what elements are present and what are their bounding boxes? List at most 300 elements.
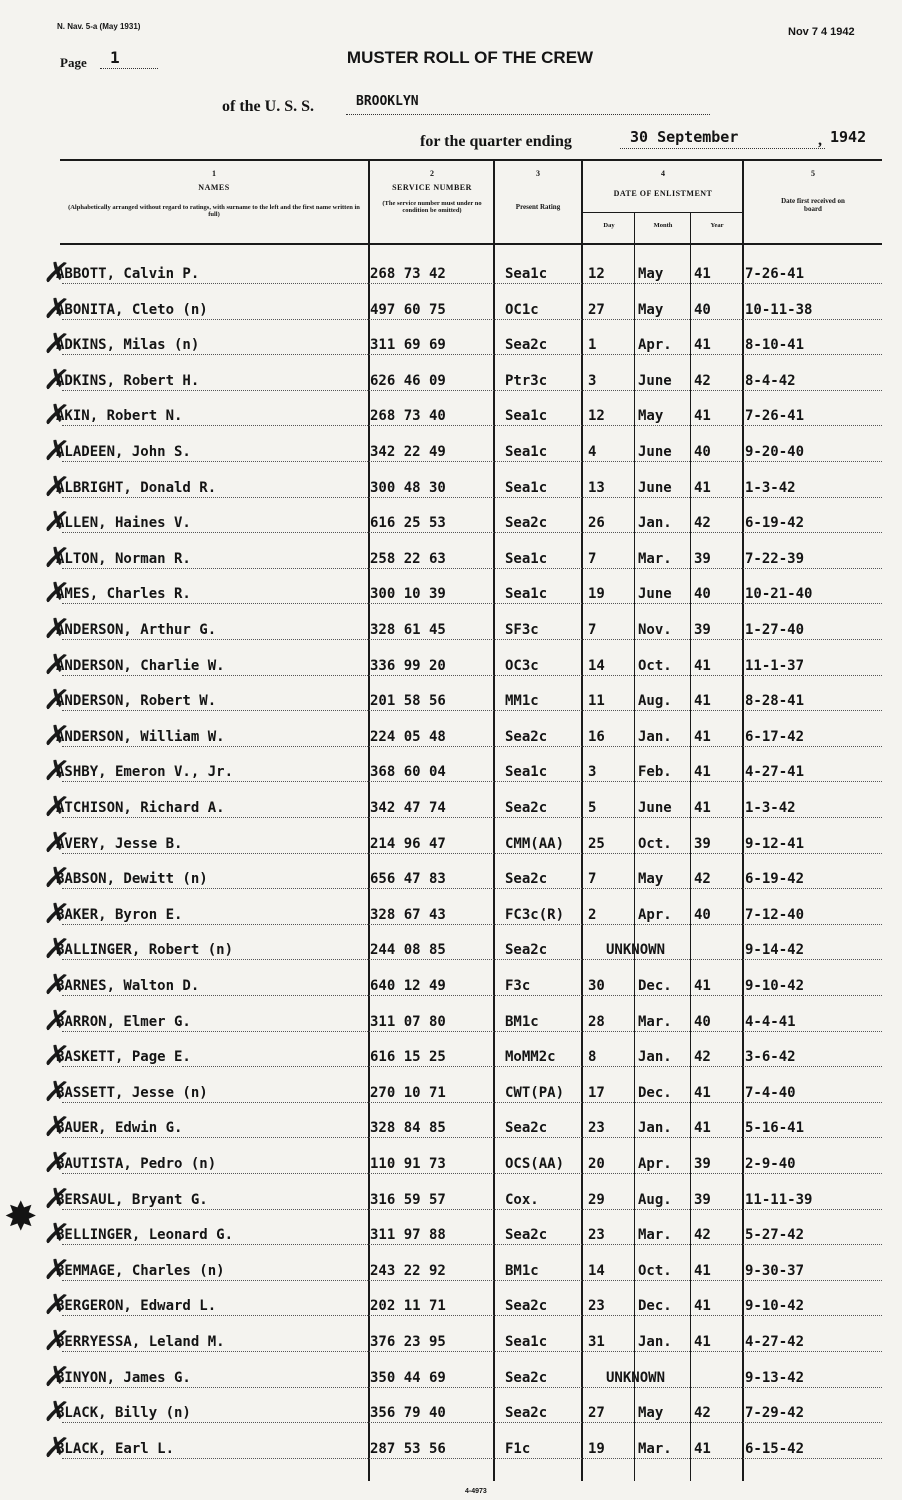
row-enlist-day: 4 xyxy=(588,444,597,460)
row-service-number: 300 10 39 xyxy=(370,586,446,603)
row-rating: FC3c(R) xyxy=(505,906,565,923)
row-service-number: 110 91 73 xyxy=(370,1156,446,1172)
table-row xyxy=(0,1037,902,1077)
row-enlist-year: 42 xyxy=(694,1049,711,1066)
row-name: BLACK, Billy (n) xyxy=(56,1405,191,1422)
row-name: AKIN, Robert N. xyxy=(56,408,183,425)
row-dotted-rule xyxy=(62,1137,882,1138)
row-service-number: 258 22 63 xyxy=(370,550,446,567)
row-dotted-rule xyxy=(62,1280,882,1281)
col3-header xyxy=(496,170,580,212)
row-date-received: 9-30-37 xyxy=(745,1262,805,1279)
row-rating: Sea2c xyxy=(505,800,548,816)
row-enlist-month: Mar. xyxy=(638,1440,672,1457)
row-name: ATCHISON, Richard A. xyxy=(56,800,225,816)
check-mark-icon: ✗ xyxy=(41,930,72,969)
table-row xyxy=(0,752,902,792)
header-top-rule xyxy=(60,159,882,161)
row-enlist-month: Mar. xyxy=(638,1013,672,1030)
row-dotted-rule xyxy=(62,817,882,818)
row-service-number: 497 60 75 xyxy=(370,301,446,318)
row-dotted-rule xyxy=(62,390,882,391)
row-name: BAUTISTA, Pedro (n) xyxy=(56,1156,217,1172)
row-enlist-month: Apr. xyxy=(638,337,672,354)
row-rating: BM1c xyxy=(505,1013,539,1030)
row-rating: Ptr3c xyxy=(505,372,548,389)
row-enlist-day: 19 xyxy=(588,586,605,603)
table-row xyxy=(0,681,902,721)
row-enlist-day: 1 xyxy=(588,337,597,354)
row-rating: MoMM2c xyxy=(505,1049,556,1066)
row-enlist-month: Jan. xyxy=(638,515,672,532)
row-name: BERRYESSA, Leland M. xyxy=(56,1334,225,1350)
row-dotted-rule xyxy=(62,1458,882,1459)
row-enlist-year: 41 xyxy=(694,266,711,282)
col4-month-header: Month xyxy=(653,222,673,229)
row-dotted-rule xyxy=(62,1066,882,1067)
row-name: BELLINGER, Leonard G. xyxy=(56,1227,234,1244)
row-date-received: 10-11-38 xyxy=(745,301,813,318)
row-dotted-rule xyxy=(62,639,882,640)
table-row xyxy=(0,1215,902,1255)
row-dotted-rule xyxy=(62,1422,882,1423)
row-enlist-month: Jan. xyxy=(638,1120,672,1137)
check-mark-icon: ✗ xyxy=(41,1180,72,1219)
table-row xyxy=(0,325,902,365)
check-mark-icon: ✗ xyxy=(41,325,72,364)
row-date-received: 6-15-42 xyxy=(745,1440,805,1457)
row-rating: OC3c xyxy=(505,657,539,674)
row-enlist-month: June xyxy=(638,479,672,496)
row-date-received: 6-17-42 xyxy=(745,728,805,745)
row-dotted-rule xyxy=(62,995,882,996)
row-enlist-day: 14 xyxy=(588,1262,605,1279)
row-date-received: 9-10-42 xyxy=(745,978,805,994)
row-service-number: 342 22 49 xyxy=(370,444,446,460)
table-row xyxy=(0,468,902,508)
row-dotted-rule xyxy=(62,781,882,782)
row-date-received: 7-22-39 xyxy=(745,550,805,567)
row-enlist-month: Dec. xyxy=(638,1298,672,1315)
row-dotted-rule xyxy=(62,319,882,320)
check-mark-icon: ✗ xyxy=(41,966,72,1005)
row-date-received: 4-27-41 xyxy=(745,764,805,781)
page-label: Page xyxy=(60,55,87,70)
col4-header xyxy=(584,170,742,199)
row-rating: Sea2c xyxy=(505,515,548,532)
row-enlist-day: 31 xyxy=(588,1334,605,1350)
col3-title: Present Rating xyxy=(515,203,561,212)
row-name: BARNES, Walton D. xyxy=(56,978,200,994)
row-dotted-rule xyxy=(62,853,882,854)
row-name: ANDERSON, Charlie W. xyxy=(56,657,225,674)
check-mark-icon: ✗ xyxy=(41,1108,72,1147)
row-enlist-month: Apr. xyxy=(638,1156,672,1172)
row-enlist-year: 41 xyxy=(694,1334,711,1350)
row-enlist-month: Feb. xyxy=(638,764,672,781)
row-enlist-day: 12 xyxy=(588,266,605,282)
row-service-number: 201 58 56 xyxy=(370,693,446,710)
table-row xyxy=(0,1002,902,1042)
row-dotted-rule xyxy=(62,283,882,284)
row-name: ANDERSON, Robert W. xyxy=(56,693,217,710)
row-enlist-year: 40 xyxy=(694,906,711,923)
row-rating: Sea1c xyxy=(505,1334,548,1350)
row-date-received: 9-12-41 xyxy=(745,835,805,852)
row-enlist-month: Jan. xyxy=(638,1334,672,1350)
col3-number: 3 xyxy=(536,169,540,178)
row-rating: CMM(AA) xyxy=(505,835,565,852)
row-name: BABSON, Dewitt (n) xyxy=(56,871,208,888)
row-date-received: 7-29-42 xyxy=(745,1405,805,1422)
check-mark-icon: ✗ xyxy=(41,610,72,649)
row-dotted-rule xyxy=(62,1173,882,1174)
row-enlist-day: 8 xyxy=(588,1049,597,1066)
row-name: BEMMAGE, Charles (n) xyxy=(56,1262,225,1279)
row-date-received: 11-11-39 xyxy=(745,1191,813,1208)
row-enlist-day: 5 xyxy=(588,800,597,816)
row-enlist-year: 39 xyxy=(694,622,711,638)
row-enlist-year: 40 xyxy=(694,586,711,603)
row-rating: Sea2c xyxy=(505,942,548,959)
row-date-received: 5-27-42 xyxy=(745,1227,805,1244)
check-mark-icon: ✗ xyxy=(41,1322,72,1361)
col1-number: 1 xyxy=(212,169,216,178)
col4-day-header: Day xyxy=(603,222,615,229)
row-service-number: 214 96 47 xyxy=(370,835,446,852)
row-name: ABONITA, Cleto (n) xyxy=(56,301,208,318)
col5-number: 5 xyxy=(811,169,815,178)
row-service-number: 350 44 69 xyxy=(370,1369,446,1386)
row-date-received: 7-26-41 xyxy=(745,408,805,425)
check-mark-icon: ✗ xyxy=(41,396,72,435)
row-name: ALBRIGHT, Donald R. xyxy=(56,479,217,496)
check-mark-icon: ✗ xyxy=(41,539,72,578)
row-rating: Sea1c xyxy=(505,408,548,425)
subheader-rule xyxy=(583,212,743,213)
row-enlist-day: 29 xyxy=(588,1191,605,1208)
col1-header xyxy=(62,170,366,218)
row-service-number: 328 61 45 xyxy=(370,622,446,638)
table-row xyxy=(0,432,902,472)
row-enlist-month: May xyxy=(638,1405,664,1422)
row-enlist-day: 7 xyxy=(588,550,597,567)
page-number: 1 xyxy=(100,48,158,69)
row-rating: OCS(AA) xyxy=(505,1156,565,1172)
row-enlist-year: 42 xyxy=(694,372,711,389)
row-rating: Sea2c xyxy=(505,728,548,745)
row-enlist-day: 23 xyxy=(588,1120,605,1137)
row-enlist-month: Oct. xyxy=(638,835,672,852)
row-service-number: 287 53 56 xyxy=(370,1440,446,1457)
quarter-date: 30 September xyxy=(620,128,825,149)
row-enlist-month: May xyxy=(638,871,664,888)
row-rating: Sea1c xyxy=(505,764,548,781)
row-name: BALLINGER, Robert (n) xyxy=(56,942,234,959)
row-enlist-day: UNKNOWN xyxy=(606,942,666,959)
row-date-received: 4-4-41 xyxy=(745,1013,796,1030)
row-dotted-rule xyxy=(62,746,882,747)
row-service-number: 311 69 69 xyxy=(370,337,446,354)
row-enlist-month: Apr. xyxy=(638,906,672,923)
table-row xyxy=(0,1429,902,1469)
check-mark-icon: ✗ xyxy=(41,1393,72,1432)
check-mark-icon: ✗ xyxy=(41,788,72,827)
row-rating: MM1c xyxy=(505,693,539,710)
row-rating: Sea1c xyxy=(505,586,548,603)
row-enlist-year: 40 xyxy=(694,1013,711,1030)
table-row xyxy=(0,361,902,401)
row-date-received: 9-13-42 xyxy=(745,1369,805,1386)
row-name: BERSAUL, Bryant G. xyxy=(56,1191,208,1208)
row-enlist-day: 3 xyxy=(588,372,597,389)
table-row xyxy=(0,646,902,686)
row-date-received: 9-20-40 xyxy=(745,444,805,460)
date-stamp: Nov 7 4 1942 xyxy=(788,26,855,38)
row-enlist-day: 20 xyxy=(588,1156,605,1172)
row-enlist-day: 23 xyxy=(588,1298,605,1315)
row-service-number: 356 79 40 xyxy=(370,1405,446,1422)
row-name: AVERY, Jesse B. xyxy=(56,835,183,852)
row-date-received: 7-4-40 xyxy=(745,1084,796,1101)
quarter-comma: , xyxy=(818,132,822,149)
row-date-received: 7-12-40 xyxy=(745,906,805,923)
table-row xyxy=(0,1393,902,1433)
row-service-number: 616 25 53 xyxy=(370,515,446,532)
col4-year-header: Year xyxy=(710,222,724,229)
row-rating: F3c xyxy=(505,978,531,994)
row-service-number: 328 67 43 xyxy=(370,906,446,923)
check-mark-icon: ✗ xyxy=(41,1429,72,1468)
row-dotted-rule xyxy=(62,497,882,498)
row-date-received: 1-27-40 xyxy=(745,622,805,638)
row-dotted-rule xyxy=(62,1244,882,1245)
row-enlist-year: 39 xyxy=(694,1191,711,1208)
table-row xyxy=(0,824,902,864)
row-enlist-day: 13 xyxy=(588,479,605,496)
check-mark-icon: ✗ xyxy=(41,717,72,756)
row-name: BARRON, Elmer G. xyxy=(56,1013,191,1030)
row-enlist-year: 39 xyxy=(694,550,711,567)
check-mark-icon: ✗ xyxy=(41,1286,72,1325)
table-row xyxy=(0,859,902,899)
row-name: BERGERON, Edward L. xyxy=(56,1298,217,1315)
row-service-number: 268 73 42 xyxy=(370,266,446,282)
row-service-number: 616 15 25 xyxy=(370,1049,446,1066)
row-rating: SF3c xyxy=(505,622,539,638)
row-enlist-month: Oct. xyxy=(638,657,672,674)
row-service-number: 368 60 04 xyxy=(370,764,446,781)
row-service-number: 656 47 83 xyxy=(370,871,446,888)
row-service-number: 268 73 40 xyxy=(370,408,446,425)
row-enlist-day: 16 xyxy=(588,728,605,745)
quarter-label: for the quarter ending xyxy=(420,133,572,150)
check-mark-icon: ✗ xyxy=(41,1358,72,1397)
row-name: ASHBY, Emeron V., Jr. xyxy=(56,764,234,781)
check-mark-icon: ✗ xyxy=(41,1073,72,1112)
row-enlist-month: Nov. xyxy=(638,622,672,638)
row-enlist-year: 40 xyxy=(694,444,711,460)
row-enlist-month: May xyxy=(638,408,664,425)
table-row xyxy=(0,1251,902,1291)
footer-mark: 4-4973 xyxy=(465,1488,487,1495)
check-mark-icon: ✗ xyxy=(41,1215,72,1254)
row-enlist-month: June xyxy=(638,444,672,460)
row-rating: Sea2c xyxy=(505,871,548,888)
col2-title: SERVICE NUMBER xyxy=(392,183,472,193)
row-enlist-month: Dec. xyxy=(638,1084,672,1101)
table-row xyxy=(0,610,902,650)
row-enlist-day: 3 xyxy=(588,764,597,781)
row-enlist-day: 12 xyxy=(588,408,605,425)
page-title: MUSTER ROLL OF THE CREW xyxy=(346,48,594,67)
check-mark-icon: ✗ xyxy=(41,752,72,791)
row-dotted-rule xyxy=(62,1351,882,1352)
row-enlist-month: Mar. xyxy=(638,1227,672,1244)
row-enlist-year: 41 xyxy=(694,693,711,710)
row-service-number: 626 46 09 xyxy=(370,372,446,389)
row-enlist-year: 41 xyxy=(694,657,711,674)
row-enlist-year: 41 xyxy=(694,1084,711,1101)
col4-number: 4 xyxy=(661,169,665,178)
row-enlist-day: 27 xyxy=(588,301,605,318)
table-row xyxy=(0,539,902,579)
table-row xyxy=(0,290,902,330)
row-enlist-day: 27 xyxy=(588,1405,605,1422)
row-service-number: 311 07 80 xyxy=(370,1013,446,1030)
table-row xyxy=(0,1180,902,1220)
row-date-received: 5-16-41 xyxy=(745,1120,805,1137)
row-dotted-rule xyxy=(62,924,882,925)
row-name: BAUER, Edwin G. xyxy=(56,1120,183,1137)
row-name: BASSETT, Jesse (n) xyxy=(56,1084,208,1101)
row-name: BAKER, Byron E. xyxy=(56,906,183,923)
col2-header xyxy=(372,170,492,214)
row-service-number: 202 11 71 xyxy=(370,1298,446,1315)
row-date-received: 10-21-40 xyxy=(745,586,813,603)
table-row xyxy=(0,254,902,294)
row-dotted-rule xyxy=(62,959,882,960)
row-dotted-rule xyxy=(62,1387,882,1388)
row-enlist-day: 17 xyxy=(588,1084,605,1101)
row-enlist-day: 25 xyxy=(588,835,605,852)
row-date-received: 9-10-42 xyxy=(745,1298,805,1315)
row-dotted-rule xyxy=(62,425,882,426)
row-enlist-year: 41 xyxy=(694,978,711,994)
row-enlist-year: 41 xyxy=(694,800,711,816)
check-mark-icon: ✗ xyxy=(41,681,72,720)
row-enlist-year: 41 xyxy=(694,1440,711,1457)
row-enlist-month: Aug. xyxy=(638,693,672,710)
row-enlist-year: 40 xyxy=(694,301,711,318)
check-mark-icon: ✗ xyxy=(41,574,72,613)
table-row xyxy=(0,1073,902,1113)
row-date-received: 2-9-40 xyxy=(745,1156,796,1172)
check-mark-icon: ✗ xyxy=(41,290,72,329)
row-rating: Cox. xyxy=(505,1191,539,1208)
row-name: BINYON, James G. xyxy=(56,1369,191,1386)
row-enlist-year: 42 xyxy=(694,1405,711,1422)
row-enlist-year: 39 xyxy=(694,1156,711,1172)
row-service-number: 311 97 88 xyxy=(370,1227,446,1244)
row-enlist-year: 41 xyxy=(694,1298,711,1315)
row-dotted-rule xyxy=(62,1031,882,1032)
row-enlist-year: 42 xyxy=(694,515,711,532)
col1-title: NAMES xyxy=(198,183,230,193)
form-number: N. Nav. 5-a (May 1931) xyxy=(57,22,141,31)
row-date-received: 6-19-42 xyxy=(745,871,805,888)
row-name: ALADEEN, John S. xyxy=(56,444,191,460)
row-rating: Sea1c xyxy=(505,444,548,460)
row-enlist-day: 28 xyxy=(588,1013,605,1030)
star-mark-icon: ✸ xyxy=(4,1194,38,1240)
table-row xyxy=(0,1144,902,1184)
row-enlist-day: 7 xyxy=(588,622,597,638)
row-dotted-rule xyxy=(62,532,882,533)
row-enlist-month: June xyxy=(638,372,672,389)
row-rating: Sea2c xyxy=(505,1298,548,1315)
row-date-received: 3-6-42 xyxy=(745,1049,796,1066)
row-rating: Sea1c xyxy=(505,266,548,282)
row-service-number: 243 22 92 xyxy=(370,1262,446,1279)
row-date-received: 7-26-41 xyxy=(745,266,805,282)
row-name: ABBOTT, Calvin P. xyxy=(56,266,200,282)
row-name: ALLEN, Haines V. xyxy=(56,515,191,532)
col2-number: 2 xyxy=(430,169,434,178)
row-service-number: 244 08 85 xyxy=(370,942,446,959)
row-enlist-year: 41 xyxy=(694,337,711,354)
row-service-number: 224 05 48 xyxy=(370,728,446,745)
row-enlist-month: May xyxy=(638,301,664,318)
row-enlist-year: 41 xyxy=(694,408,711,425)
row-name: ANDERSON, William W. xyxy=(56,728,225,745)
row-rating: Sea2c xyxy=(505,1369,548,1386)
row-service-number: 300 48 30 xyxy=(370,479,446,496)
check-mark-icon: ✗ xyxy=(41,361,72,400)
check-mark-icon: ✗ xyxy=(41,1251,72,1290)
row-name: ALTON, Norman R. xyxy=(56,550,191,567)
check-mark-icon: ✗ xyxy=(41,468,72,507)
row-enlist-day: 2 xyxy=(588,906,597,923)
row-name: ANDERSON, Arthur G. xyxy=(56,622,217,638)
check-mark-icon: ✗ xyxy=(41,503,72,542)
table-row xyxy=(0,717,902,757)
col5-header xyxy=(746,170,880,213)
row-dotted-rule xyxy=(62,603,882,604)
check-mark-icon: ✗ xyxy=(41,254,72,293)
row-date-received: 11-1-37 xyxy=(745,657,805,674)
col2-subtitle: (The service number must under no condition be omitted) xyxy=(382,199,482,214)
row-dotted-rule xyxy=(62,710,882,711)
row-rating: Sea2c xyxy=(505,1120,548,1137)
row-name: BASKETT, Page E. xyxy=(56,1049,191,1066)
row-rating: Sea1c xyxy=(505,479,548,496)
row-date-received: 8-4-42 xyxy=(745,372,796,389)
check-mark-icon: ✗ xyxy=(41,895,72,934)
row-date-received: 1-3-42 xyxy=(745,800,796,816)
row-dotted-rule xyxy=(62,888,882,889)
table-row xyxy=(0,1322,902,1362)
row-enlist-year: 41 xyxy=(694,1262,711,1279)
table-row xyxy=(0,1286,902,1326)
row-rating: Sea1c xyxy=(505,550,548,567)
table-row xyxy=(0,503,902,543)
row-service-number: 328 84 85 xyxy=(370,1120,446,1137)
row-enlist-month: Aug. xyxy=(638,1191,672,1208)
row-dotted-rule xyxy=(62,675,882,676)
row-service-number: 316 59 57 xyxy=(370,1191,446,1208)
table-row xyxy=(0,895,902,935)
